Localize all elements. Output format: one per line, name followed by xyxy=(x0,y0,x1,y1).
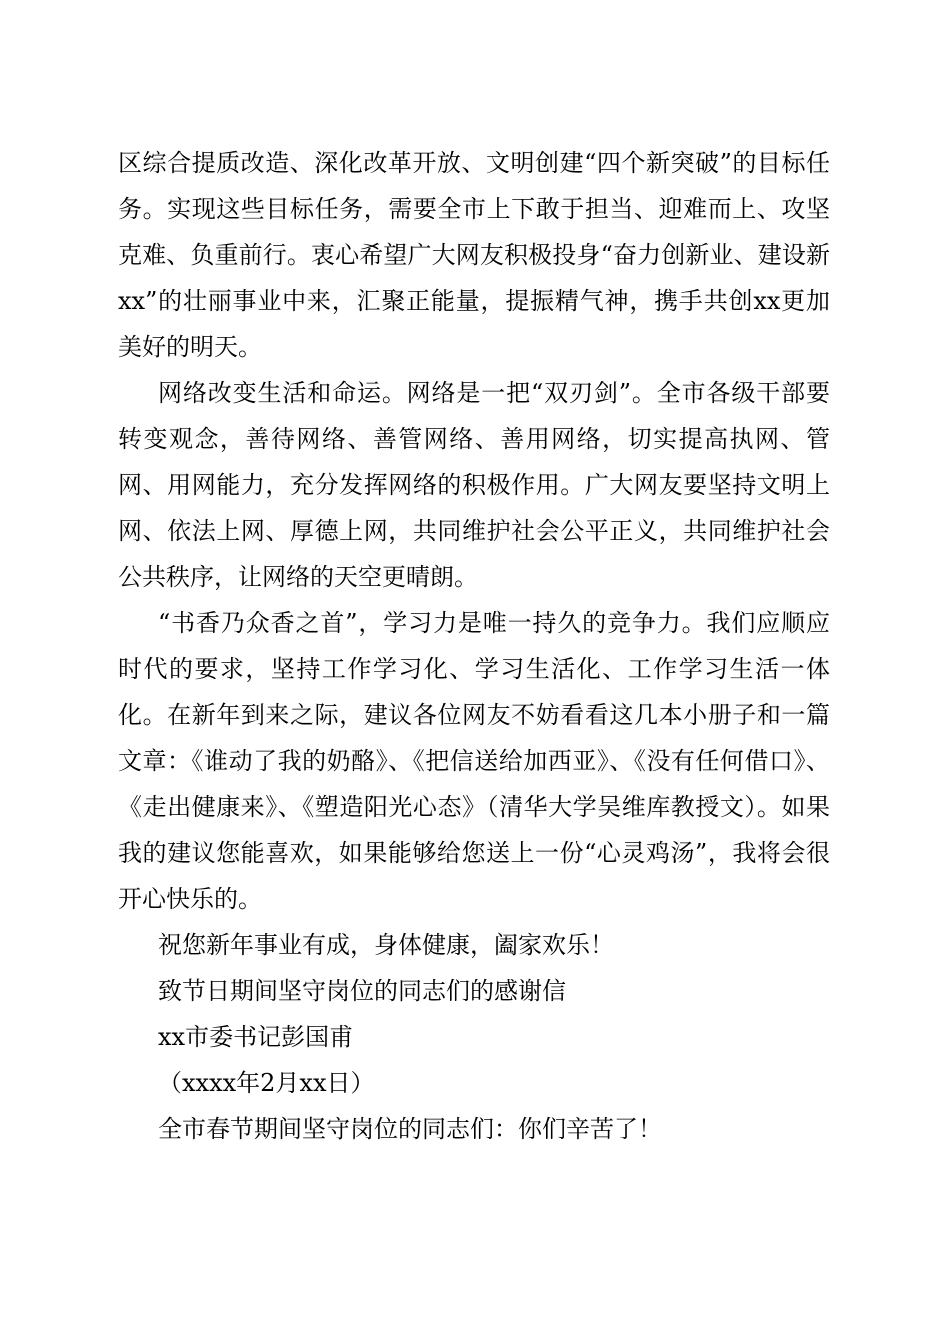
letter-salutation: 全市春节期间坚守岗位的同志们：你们辛苦了！ xyxy=(158,1115,662,1143)
letter-author: xx市委书记彭国甫 xyxy=(158,1023,354,1051)
document-body xyxy=(118,140,830,1152)
paragraph-goals: 区综合提质改造、深化改革开放、文明创建“四个新突破”的目标任务。实现这些目标任务，需要全市上下敢于担当、迎难而上、攻坚克难、负重前行。衷心希望广大网友积极投身“奋力创新业、建设新xx”的壮丽事业中来，汇聚正能量，提振精气神，携手共创xx更加美好的明天。 xyxy=(118,149,830,361)
letter-date: （xxxx年2月xx日） xyxy=(158,1069,375,1097)
closing-wish: 祝您新年事业有成，身体健康，阖家欢乐！ xyxy=(158,931,614,959)
paragraph-reading: “书香乃众香之首”，学习力是唯一持久的竞争力。我们应顺应时代的要求，坚持工作学习化、学习生活化、工作学习生活一体化。在新年到来之际，建议各位网友不妨看看这几本小册子和一篇文章：《谁动了我的奶酪》、《把信送给加西亚》、《没有任何借口》、《走出健康来》、《塑造阳光心态》（清华大学吴维库教授文）。如果我的建议您能喜欢，如果能够给您送上一份“心灵鸡汤”，我将会很开心快乐的。 xyxy=(118,609,830,913)
letter-title: 致节日期间坚守岗位的同志们的感谢信 xyxy=(158,977,566,1005)
paragraph-network: 网络改变生活和命运。网络是一把“双刃剑”。全市各级干部要转变观念，善待网络、善管网络、善用网络，切实提高执网、管网、用网能力，充分发挥网络的积极作用。广大网友要坚持文明上网、依法上网、厚德上网，共同维护社会公平正义，共同维护社会公共秩序，让网络的天空更晴朗。 xyxy=(118,379,830,591)
